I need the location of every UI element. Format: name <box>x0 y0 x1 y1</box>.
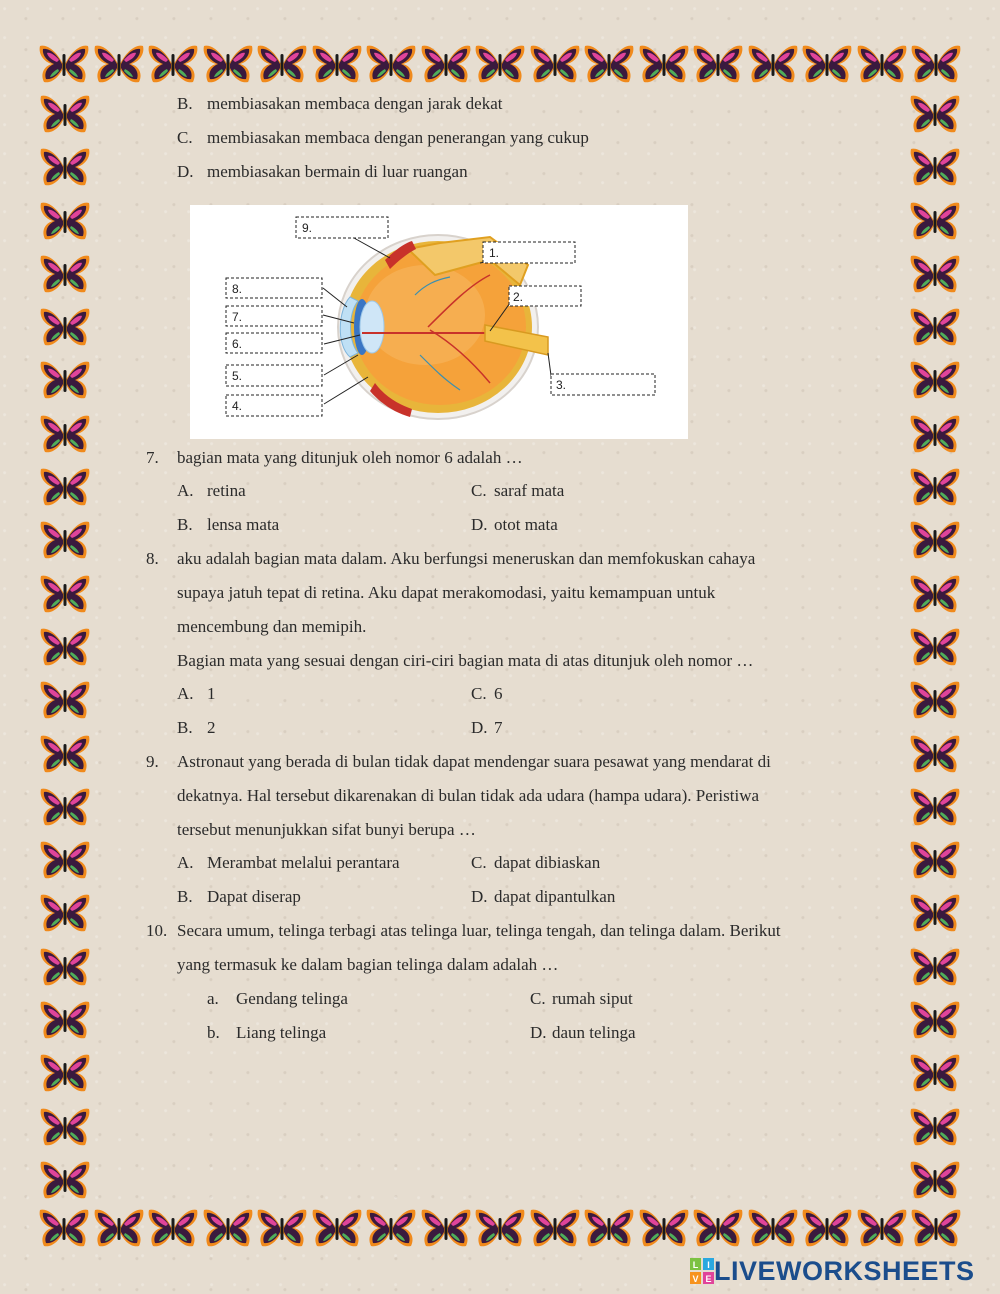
option-text: membiasakan bermain di luar ruangan <box>207 162 468 181</box>
butterfly-icon <box>910 1206 962 1250</box>
question-number: 8. <box>146 549 159 568</box>
logo-mark-icon <box>690 1258 714 1284</box>
question-number: 7. <box>146 448 159 467</box>
butterfly-icon <box>856 1206 908 1250</box>
option-letter: A. <box>177 481 194 500</box>
butterfly-icon <box>39 465 91 509</box>
label-1: 1. <box>489 246 500 260</box>
butterfly-icon <box>39 945 91 989</box>
butterfly-icon <box>909 678 961 722</box>
question-text: dekatnya. Hal tersebut dikarenakan di bulan tidak ada udara (hampa udara). Peristiwa <box>177 786 760 805</box>
butterfly-icon <box>39 1158 91 1202</box>
label-9: 9. <box>302 221 313 235</box>
butterfly-icon <box>39 891 91 935</box>
svg-text:V: V <box>692 1274 699 1284</box>
question-text: bagian mata yang ditunjuk oleh nomor 6 adalah … <box>177 448 523 467</box>
option-text: membiasakan membaca dengan penerangan yang cukup <box>207 128 589 147</box>
option-letter: C. <box>177 128 193 147</box>
butterfly-icon <box>583 1206 635 1250</box>
label-4: 4. <box>232 399 243 413</box>
option-letter: a. <box>207 989 219 1008</box>
butterfly-icon <box>909 1158 961 1202</box>
option-letter: B. <box>177 94 193 113</box>
butterfly-icon <box>909 252 961 296</box>
butterfly-icon <box>474 1206 526 1250</box>
butterfly-icon <box>583 42 635 86</box>
question-text: aku adalah bagian mata dalam. Aku berfungsi meneruskan dan memfokuskan cahaya <box>177 549 756 568</box>
option-text[interactable]: rumah siput <box>552 989 633 1008</box>
butterfly-icon <box>909 625 961 669</box>
option-text[interactable]: retina <box>207 481 246 500</box>
butterfly-icon <box>638 42 690 86</box>
butterfly-icon <box>909 92 961 136</box>
butterfly-icon <box>856 42 908 86</box>
butterfly-icon <box>93 1206 145 1250</box>
butterfly-icon <box>202 1206 254 1250</box>
label-3: 3. <box>556 378 567 392</box>
butterfly-icon <box>909 358 961 402</box>
butterfly-icon <box>638 1206 690 1250</box>
option-letter: B. <box>177 887 193 906</box>
butterfly-icon <box>909 199 961 243</box>
border-bottom <box>38 1206 962 1260</box>
butterfly-icon <box>256 42 308 86</box>
butterfly-icon <box>39 678 91 722</box>
border-right <box>908 92 962 1202</box>
option-letter: A. <box>177 853 194 872</box>
option-text: membiasakan membaca dengan jarak dekat <box>207 94 503 113</box>
butterfly-icon <box>747 1206 799 1250</box>
butterfly-icon <box>39 838 91 882</box>
option-letter: A. <box>177 684 194 703</box>
option-text[interactable]: saraf mata <box>494 481 565 500</box>
question-number: 9. <box>146 752 159 771</box>
butterfly-icon <box>420 1206 472 1250</box>
butterfly-icon <box>39 92 91 136</box>
border-left <box>38 92 92 1202</box>
option-text[interactable]: Merambat melalui perantara <box>207 853 400 872</box>
butterfly-icon <box>909 1105 961 1149</box>
butterfly-icon <box>147 1206 199 1250</box>
butterfly-icon <box>39 145 91 189</box>
option-text[interactable]: otot mata <box>494 515 558 534</box>
option-letter: b. <box>207 1023 220 1042</box>
butterfly-icon <box>909 785 961 829</box>
liveworksheets-logo[interactable] <box>690 1256 975 1286</box>
butterfly-icon <box>529 42 581 86</box>
butterfly-icon <box>909 945 961 989</box>
butterfly-icon <box>38 1206 90 1250</box>
butterfly-icon <box>39 785 91 829</box>
option-text[interactable]: lensa mata <box>207 515 280 534</box>
label-7: 7. <box>232 310 243 324</box>
option-text[interactable]: dapat dibiaskan <box>494 853 601 872</box>
butterfly-icon <box>747 42 799 86</box>
label-5: 5. <box>232 369 243 383</box>
butterfly-icon <box>93 42 145 86</box>
butterfly-icon <box>420 42 472 86</box>
svg-text:I: I <box>707 1260 710 1270</box>
butterfly-icon <box>39 518 91 562</box>
svg-text:L: L <box>692 1260 699 1270</box>
butterfly-icon <box>909 305 961 349</box>
butterfly-icon <box>39 305 91 349</box>
butterfly-icon <box>39 572 91 616</box>
question-text: Astronaut yang berada di bulan tidak dapat mendengar suara pesawat yang mendarat di <box>177 752 771 771</box>
question-text: mencembung dan memipih. <box>177 617 367 636</box>
butterfly-icon <box>311 1206 363 1250</box>
butterfly-icon <box>801 1206 853 1250</box>
butterfly-icon <box>39 412 91 456</box>
label-2: 2. <box>513 290 524 304</box>
option-text[interactable]: Liang telinga <box>236 1023 327 1042</box>
question-text: Secara umum, telinga terbagi atas telinga luar, telinga tengah, dan telinga dalam. Berikut <box>177 921 781 940</box>
butterfly-icon <box>39 358 91 402</box>
question-number: 10. <box>146 921 168 940</box>
butterfly-icon <box>692 1206 744 1250</box>
option-letter: D. <box>530 1023 547 1042</box>
option-text[interactable]: 6 <box>494 684 503 703</box>
eye-diagram <box>190 205 688 439</box>
butterfly-icon <box>39 998 91 1042</box>
option-letter: C. <box>471 684 487 703</box>
option-letter: D. <box>177 162 194 181</box>
butterfly-icon <box>38 42 90 86</box>
butterfly-icon <box>39 252 91 296</box>
butterfly-icon <box>909 838 961 882</box>
logo-text: LIVEWORKSHEETS <box>714 1255 975 1286</box>
option-letter: C. <box>471 481 487 500</box>
butterfly-icon <box>909 891 961 935</box>
butterfly-icon <box>311 42 363 86</box>
butterfly-icon <box>909 518 961 562</box>
butterfly-icon <box>202 42 254 86</box>
butterfly-icon <box>909 412 961 456</box>
label-6: 6. <box>232 337 243 351</box>
option-text[interactable]: 1 <box>207 684 216 703</box>
butterfly-icon <box>909 732 961 776</box>
option-letter: D. <box>471 887 488 906</box>
question-text: tersebut menunjukkan sifat bunyi berupa … <box>177 820 476 839</box>
question-text: yang termasuk ke dalam bagian telinga dalam adalah … <box>177 955 559 974</box>
butterfly-icon <box>39 199 91 243</box>
butterfly-icon <box>529 1206 581 1250</box>
option-text[interactable]: 2 <box>207 718 216 737</box>
label-8: 8. <box>232 282 243 296</box>
butterfly-icon <box>147 42 199 86</box>
option-letter: C. <box>471 853 487 872</box>
butterfly-icon <box>365 1206 417 1250</box>
butterfly-icon <box>910 42 962 86</box>
option-letter: C. <box>530 989 546 1008</box>
butterfly-icon <box>909 145 961 189</box>
butterfly-icon <box>39 1051 91 1095</box>
butterfly-icon <box>39 1105 91 1149</box>
butterfly-icon <box>474 42 526 86</box>
option-letter: D. <box>471 515 488 534</box>
question-text: Bagian mata yang sesuai dengan ciri-ciri bagian mata di atas ditunjuk oleh nomor … <box>177 651 754 670</box>
question-text: supaya jatuh tepat di retina. Aku dapat merakomodasi, yaitu kemampuan untuk <box>177 583 716 602</box>
butterfly-icon <box>909 998 961 1042</box>
butterfly-icon <box>692 42 744 86</box>
option-text[interactable]: 7 <box>494 718 503 737</box>
butterfly-icon <box>39 732 91 776</box>
butterfly-icon <box>39 625 91 669</box>
option-text[interactable]: Gendang telinga <box>236 989 348 1008</box>
butterfly-icon <box>909 572 961 616</box>
option-text[interactable]: Dapat diserap <box>207 887 301 906</box>
butterfly-icon <box>801 42 853 86</box>
option-letter: B. <box>177 718 193 737</box>
option-letter: B. <box>177 515 193 534</box>
option-text[interactable]: dapat dipantulkan <box>494 887 616 906</box>
butterfly-icon <box>909 465 961 509</box>
border-top <box>38 42 962 96</box>
butterfly-icon <box>365 42 417 86</box>
option-letter: D. <box>471 718 488 737</box>
svg-text:E: E <box>705 1274 712 1284</box>
butterfly-icon <box>256 1206 308 1250</box>
eye-cross-section-illustration <box>190 205 688 439</box>
butterfly-icon <box>909 1051 961 1095</box>
option-text[interactable]: daun telinga <box>552 1023 636 1042</box>
